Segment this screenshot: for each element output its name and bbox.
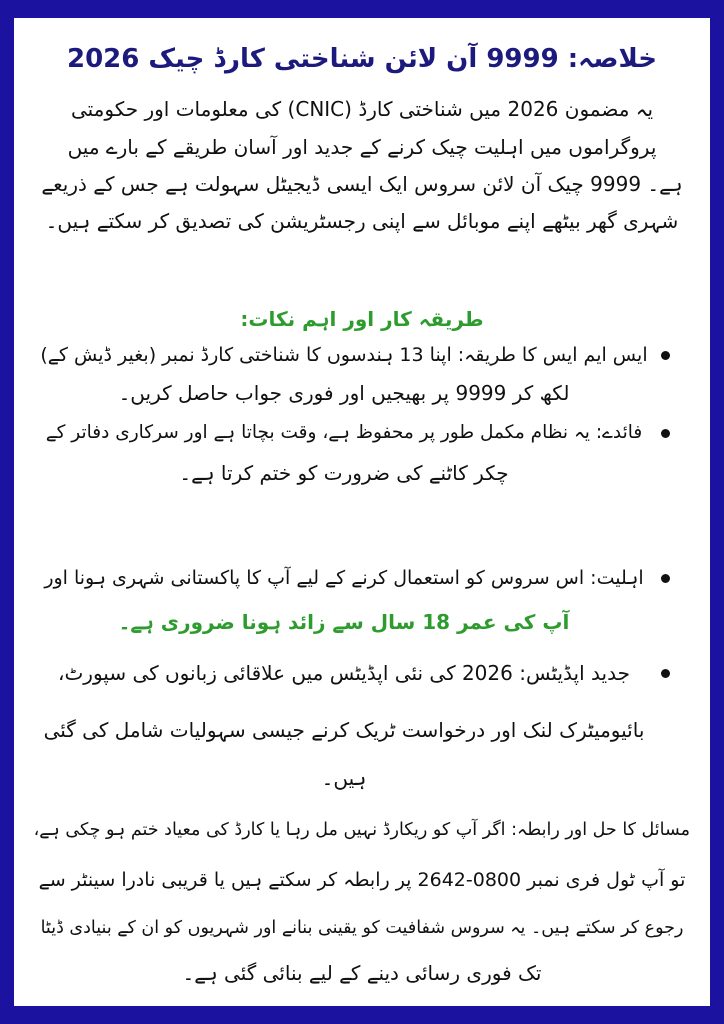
bullet-icon (661, 574, 670, 583)
bullet-line: ایس ایم ایس کا طریقہ: اپنا 13 ہندسوں کا شناختی کارڈ نمبر (بغیر ڈیش کے) (40, 344, 648, 366)
subheading: طریقہ کار اور اہم نکات: (240, 307, 484, 331)
bullet-line: اہلیت: اس سروس کو استعمال کرنے کے لیے آپ کا پاکستانی شہری ہونا اور (44, 567, 644, 589)
bullet-line: چکر کاٹنے کی ضرورت کو ختم کرتا ہے۔ (179, 461, 509, 485)
bullet-line: لکھ کر 9999 پر بھیجیں اور فوری جواب حاصل کریں۔ (118, 381, 570, 405)
closing-line: مسائل کا حل اور رابطہ: اگر آپ کو ریکارڈ نہیں مل رہا یا کارڈ کی معیاد ختم ہو چکی ہے، (33, 820, 690, 840)
closing-line: تک فوری رسائی دینے کے لیے بنائی گئی ہے۔ (182, 961, 542, 985)
bullet-line: فائدے: یہ نظام مکمل طور پر محفوظ ہے، وقت بچاتا ہے اور سرکاری دفاتر کے (45, 422, 643, 443)
bullet-icon (661, 351, 670, 360)
bullet-icon (661, 429, 670, 438)
closing-line: رجوع کر سکتے ہیں۔ یہ سروس شفافیت کو یقینی بنانے اور شہریوں کو ان کے بنیادی ڈیٹا (40, 918, 684, 938)
bullet-line: جدید اپڈیٹس: 2026 کی نئی اپڈیٹس میں علاقائی زبانوں کی سپورٹ، (58, 661, 630, 685)
document-page (14, 18, 710, 1006)
bullet-icon (661, 669, 670, 678)
intro-line: ہے۔ 9999 چیک آن لائن سروس ایک ایسی ڈیجیٹل سہولت ہے جس کے ذریعے (41, 172, 683, 196)
bullet-line: ہیں۔ (321, 766, 367, 790)
bullet-line-highlight: آپ کی عمر 18 سال سے زائد ہونا ضروری ہے۔ (118, 610, 570, 634)
intro-line: یہ مضمون 2026 میں شناختی کارڈ (CNIC) کی معلومات اور حکومتی (70, 97, 654, 121)
closing-line: تو آپ ٹول فری نمبر 0800-2642 پر رابطہ کر سکتے ہیں یا قریبی نادرا سینٹر سے (38, 869, 686, 891)
intro-line: پروگراموں میں اہلیت چیک کرنے کے جدید اور آسان طریقے کے بارے میں (67, 135, 657, 159)
intro-line: شہری گھر بیٹھے اپنے موبائل سے اپنی رجسٹریشن کی تصدیق کر سکتے ہیں۔ (45, 209, 679, 233)
bullet-line: بائیومیٹرک لنک اور درخواست ٹریک کرنے جیسی سہولیات شامل کی گئی (43, 718, 645, 742)
page-title: خلاصہ: 9999 آن لائن شناختی کارڈ چیک 2026 (67, 44, 657, 74)
